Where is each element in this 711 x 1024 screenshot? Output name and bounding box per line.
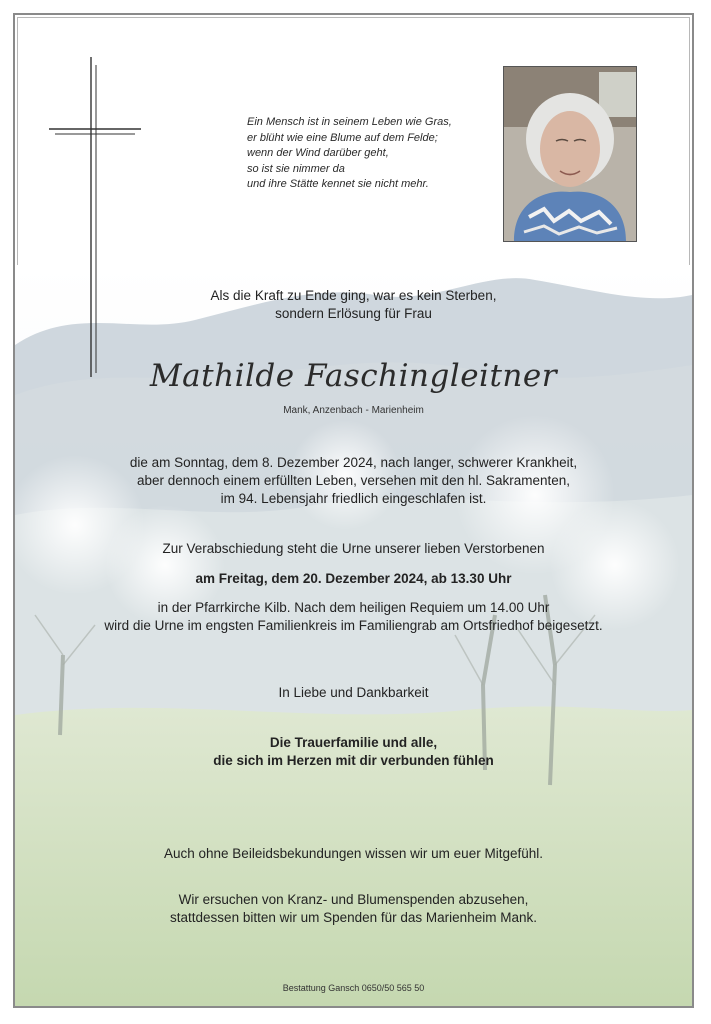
love-line: In Liebe und Dankbarkeit <box>278 685 429 700</box>
poem-line: er blüht wie eine Blume auf dem Felde; <box>247 131 438 144</box>
intro-text <box>15 287 692 323</box>
family-signature <box>15 734 692 770</box>
poem-line: wenn der Wind darüber geht, <box>247 147 389 159</box>
farewell-date: am Freitag, dem 20. Dezember 2024, ab 13.30 Uhr <box>195 571 512 586</box>
deceased-name: Mathilde Faschingleitner <box>149 358 558 394</box>
donation-line: Wir ersuchen von Kranz- und Blumenspenden abzusehen, <box>178 892 529 907</box>
cross-icon <box>49 57 141 377</box>
farewell-line: in der Pfarrkirche Kilb. Nach dem heiligen Requiem um 14.00 Uhr <box>157 600 550 615</box>
death-notice-line: die am Sonntag, dem 8. Dezember 2024, nach langer, schwerer Krankheit, <box>129 455 578 470</box>
deceased-location: Mank, Anzenbach - Marienheim <box>283 405 424 416</box>
poem <box>247 115 507 193</box>
intro-line: Als die Kraft zu Ende ging, war es kein Sterben, <box>210 288 497 303</box>
death-notice-line: im 94. Lebensjahr friedlich eingeschlafen ist. <box>220 491 487 506</box>
poem-line: Ein Mensch ist in seinem Leben wie Gras, <box>247 116 452 128</box>
farewell-line: wird die Urne im engsten Familienkreis im Familiengrab am Ortsfriedhof beigesetzt. <box>104 618 603 633</box>
farewell-intro: Zur Verabschiedung steht die Urne unserer lieben Verstorbenen <box>162 541 545 556</box>
portrait-photo <box>503 66 637 242</box>
farewell-details <box>15 599 692 635</box>
donation-line: stattdessen bitten wir um Spenden für das Marienheim Mank. <box>170 910 537 925</box>
family-line: Die Trauerfamilie und alle, <box>269 735 438 750</box>
poem-line: und ihre Stätte kennet sie nicht mehr. <box>247 178 429 190</box>
poem-line: so ist sie nimmer da <box>247 162 345 175</box>
death-notice-line: aber dennoch einem erfüllten Leben, versehen mit den hl. Sakramenten, <box>136 473 571 488</box>
intro-line: sondern Erlösung für Frau <box>275 306 432 321</box>
death-notice <box>15 454 692 508</box>
condolence-note: Auch ohne Beileidsbekundungen wissen wir um euer Mitgefühl. <box>164 846 543 861</box>
undertaker-info: Bestattung Gansch 0650/50 565 50 <box>282 983 425 993</box>
notice-frame <box>13 13 694 1008</box>
family-line: die sich im Herzen mit dir verbunden fühlen <box>213 753 494 768</box>
donation-note <box>15 891 692 927</box>
